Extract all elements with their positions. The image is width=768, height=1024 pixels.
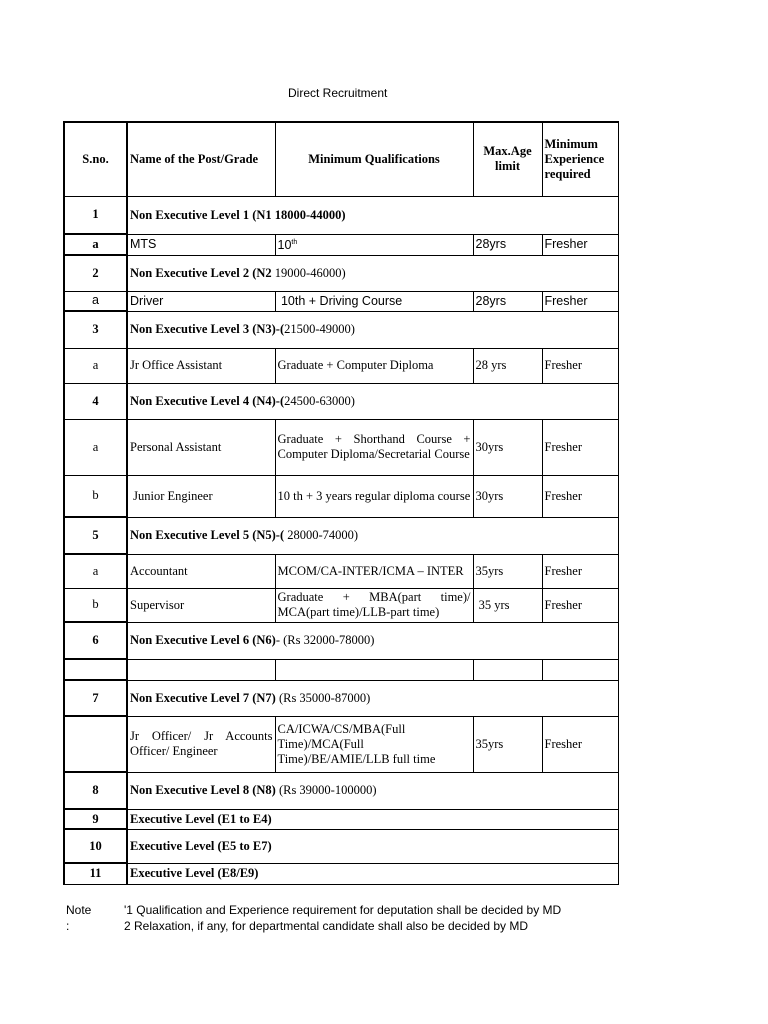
post-name: Jr Office Assistant xyxy=(127,348,275,383)
level-name xyxy=(127,311,618,348)
level-name xyxy=(127,255,618,291)
post-row xyxy=(64,234,618,255)
post-qualification: 10 th + 3 years regular diploma course xyxy=(275,475,473,517)
post-experience: Fresher xyxy=(542,234,618,255)
level-row xyxy=(64,622,618,659)
post-qualification: Graduate + Computer Diploma xyxy=(275,348,473,383)
post-experience: Fresher xyxy=(542,475,618,517)
post-experience: Fresher xyxy=(542,291,618,311)
level-name-bold: Non Executive Level 3 (N3)-( xyxy=(130,322,285,336)
level-row xyxy=(64,517,618,554)
level-name-bold: Non Executive Level 4 (N4)-( xyxy=(130,393,285,408)
post-name: MTS xyxy=(127,234,275,255)
level-name: Executive Level (E1 to E4) xyxy=(127,809,618,829)
level-name xyxy=(127,383,618,419)
post-sno: a xyxy=(64,291,127,311)
post-sno: a xyxy=(64,419,127,475)
post-name: Personal Assistant xyxy=(127,419,275,475)
level-row xyxy=(64,809,618,829)
level-name xyxy=(127,772,618,809)
level-name-range: 24500-63000) xyxy=(284,393,355,408)
post-row xyxy=(64,475,618,517)
level-name: Executive Level (E8/E9) xyxy=(127,863,618,884)
post-row xyxy=(64,588,618,622)
post-sno: a xyxy=(64,348,127,383)
level-sno: 5 xyxy=(64,517,127,554)
post-sno: b xyxy=(64,588,127,622)
post-age: 28yrs xyxy=(473,291,542,311)
level-sno: 6 xyxy=(64,622,127,659)
level-sno: 10 xyxy=(64,829,127,863)
level-name-range: 28000-74000) xyxy=(284,528,359,542)
post-experience: Fresher xyxy=(542,716,618,772)
level-row xyxy=(64,311,618,348)
level-name-range: - (Rs 32000-78000) xyxy=(275,633,375,647)
level-row xyxy=(64,863,618,884)
qualification-sup: th xyxy=(291,239,298,247)
level-name xyxy=(127,622,618,659)
level-sno: 3 xyxy=(64,311,127,348)
header-qualifications: Minimum Qualifications xyxy=(275,122,473,196)
post-name: Junior Engineer xyxy=(127,475,275,517)
level-sno: 7 xyxy=(64,680,127,716)
level-name-bold: Non Executive Level 7 (N7) xyxy=(130,690,276,705)
level-sno: 2 xyxy=(64,255,127,291)
post-age: 35 yrs xyxy=(473,588,542,622)
empty-cell xyxy=(542,659,618,680)
empty-cell xyxy=(473,659,542,680)
level-name: Non Executive Level 1 (N1 18000-44000) xyxy=(127,196,618,234)
qualification-text: 10 xyxy=(277,238,292,253)
post-age: 28yrs xyxy=(473,234,542,255)
page-title: Direct Recruitment xyxy=(288,86,388,100)
post-qualification: Graduate + Shorthand Course + Computer Diploma/Secretarial Course xyxy=(275,419,473,475)
note-label: Note : xyxy=(66,903,92,933)
post-name: Jr Officer/ Jr Accounts Officer/ Engineer xyxy=(127,716,275,772)
level-name-range: (Rs 35000-87000) xyxy=(275,690,371,705)
post-sno: a xyxy=(64,554,127,588)
level-name-range: 21500-49000) xyxy=(284,322,355,336)
level-name-bold: Non Executive Level 6 (N6) xyxy=(130,633,276,647)
post-qualification xyxy=(275,234,473,255)
empty-row xyxy=(64,659,618,680)
empty-cell xyxy=(64,659,127,680)
post-age: 30yrs xyxy=(473,419,542,475)
post-age: 28 yrs xyxy=(473,348,542,383)
level-name-range: 19000-46000) xyxy=(271,265,346,280)
post-experience: Fresher xyxy=(542,588,618,622)
post-name: Accountant xyxy=(127,554,275,588)
post-name: Driver xyxy=(127,291,275,311)
level-row xyxy=(64,680,618,716)
post-age: 30yrs xyxy=(473,475,542,517)
post-row xyxy=(64,291,618,311)
post-row xyxy=(64,554,618,588)
post-experience: Fresher xyxy=(542,348,618,383)
level-row xyxy=(64,255,618,291)
post-row xyxy=(64,419,618,475)
header-experience: Minimum Experience required xyxy=(542,122,618,196)
post-sno xyxy=(64,716,127,772)
note-items xyxy=(124,902,561,934)
post-experience: Fresher xyxy=(542,419,618,475)
level-sno: 11 xyxy=(64,863,127,884)
post-age: 35yrs xyxy=(473,716,542,772)
recruitment-table xyxy=(63,121,619,885)
post-qualification: CA/ICWA/CS/MBA(Full Time)/MCA(Full Time)/BE/AMIE/LLB full time xyxy=(275,716,473,772)
post-qualification: Graduate + MBA(part time)/ MCA(part time)/LLB-part time) xyxy=(275,588,473,622)
level-sno: 9 xyxy=(64,809,127,829)
header-age-limit: Max.Age limit xyxy=(473,122,542,196)
empty-cell xyxy=(275,659,473,680)
level-name-bold: Non Executive Level 5 (N5)-( xyxy=(130,528,285,542)
level-row xyxy=(64,383,618,419)
post-sno: b xyxy=(64,475,127,517)
level-row xyxy=(64,772,618,809)
level-sno: 8 xyxy=(64,772,127,809)
level-name-range: (Rs 39000-100000) xyxy=(275,783,377,797)
level-name-bold: Non Executive Level 8 (N8) xyxy=(130,783,276,797)
header-post: Name of the Post/Grade xyxy=(127,122,275,196)
level-sno: 1 xyxy=(64,196,127,234)
note-line: '1 Qualification and Experience requirement for deputation shall be decided by MD xyxy=(124,903,562,917)
post-name: Supervisor xyxy=(127,588,275,622)
level-name: Executive Level (E5 to E7) xyxy=(127,829,618,863)
post-qualification: MCOM/CA-INTER/ICMA – INTER xyxy=(275,554,473,588)
note-line: 2 Relaxation, if any, for departmental candidate shall also be decided by MD xyxy=(124,919,529,933)
header-sno: S.no. xyxy=(64,122,127,196)
post-row xyxy=(64,348,618,383)
level-name xyxy=(127,517,618,554)
empty-cell xyxy=(127,659,275,680)
level-name-bold: Non Executive Level 2 (N2 xyxy=(130,265,272,280)
level-name xyxy=(127,680,618,716)
level-sno: 4 xyxy=(64,383,127,419)
table-header-row xyxy=(64,122,618,196)
post-sno: a xyxy=(64,234,127,255)
post-age: 35yrs xyxy=(473,554,542,588)
level-row xyxy=(64,829,618,863)
post-row xyxy=(64,716,618,772)
level-row xyxy=(64,196,618,234)
post-experience: Fresher xyxy=(542,554,618,588)
post-qualification: 10th + Driving Course xyxy=(275,291,473,311)
